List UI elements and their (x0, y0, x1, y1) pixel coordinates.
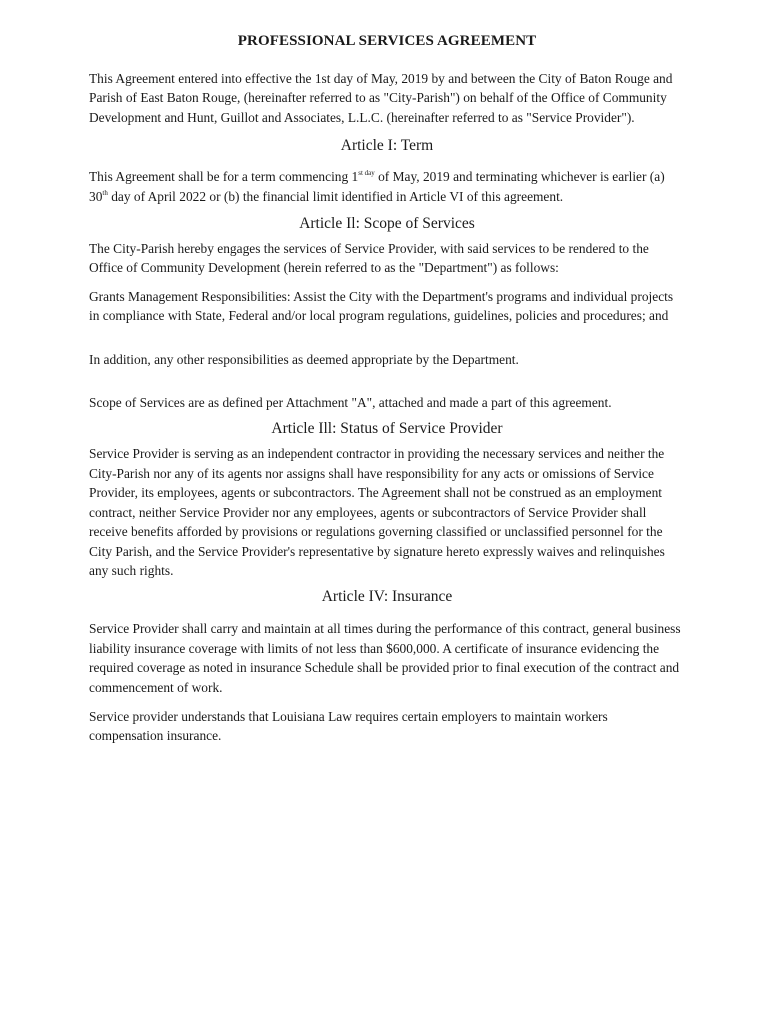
article-4-heading: Article IV: Insurance (321, 588, 453, 606)
article-1-text-c: day of April 2022 or (b) the financial limit identified in Article VI of this agreement. (107, 188, 564, 204)
document-title: PROFESSIONAL SERVICES AGREEMENT (237, 33, 537, 49)
article-1-superscript-a: st day (358, 169, 375, 178)
intro-paragraph: This Agreement entered into effective the 1st day of May, 2019 by and between the City of Baton Rouge and Parish of East Baton Rouge, (hereinafter referred to as "City-Parish") on behalf of the Office of Community Development and Hunt, Guillot and Associates, L.L.C. (hereinafter referred to as "Service Provider"). (89, 71, 673, 125)
article-2-paragraph-1: The City-Parish hereby engages the services of Service Provider, with said services to be rendered to the Office of Community Development (herein referred to as the "Department") as follows: (89, 241, 649, 276)
article-1-text-b: of May, 2019 and terminating whichever is earlier (a) 30 (89, 169, 665, 204)
article-1-text-a: This Agreement shall be for a term commencing 1 (89, 169, 359, 185)
article-2-paragraph-3: In addition, any other responsibilities as deemed appropriate by the Department. (89, 351, 519, 367)
article-1-paragraph (89, 167, 685, 206)
article-4-paragraph-2: Service provider understands that Louisiana Law requires certain employers to maintain workers compensation insurance. (89, 708, 608, 744)
article-3-heading: Article Ill: Status of Service Provider (271, 420, 503, 438)
article-4-paragraph-1: Service Provider shall carry and maintain at all times during the performance of this contract, general business liability insurance coverage with limits of not less than $600,000. A certificate of insurance evidencing the required coverage as noted in insurance Schedule shall be provided prior to final execution of the contract and commencement of work. (89, 621, 681, 695)
article-3-paragraph-1: Service Provider is serving as an independent contractor in providing the necessary services and neither the City-Parish nor any of its agents nor assigns shall have responsibility for any acts or omissions of Service Provider, its employees, agents or subcontractors. The Agreement shall not be construed as an employment contract, neither Service Provider nor any employees, agents or subcontractors of Service Provider shall receive benefits afforded by provisions or regulations governing classified or unclassified personnel for the City Parish, and the Service Provider's representative by signature hereto expressly waives and relinquishes any such rights. (89, 446, 665, 578)
article-1-heading: Article I: Term (340, 137, 434, 155)
article-2-heading: Article Il: Scope of Services (299, 215, 475, 233)
document-page (89, 33, 685, 746)
article-1-superscript-b: th (102, 188, 108, 197)
article-2-paragraph-2: Grants Management Responsibilities: Assist the City with the Department's programs and individual projects in compliance with State, Federal and/or local program regulations, guidelines, policies and procedures; and (89, 288, 674, 324)
article-2-paragraph-4: Scope of Services are as defined per Attachment "A", attached and made a part of this agreement. (89, 395, 612, 411)
